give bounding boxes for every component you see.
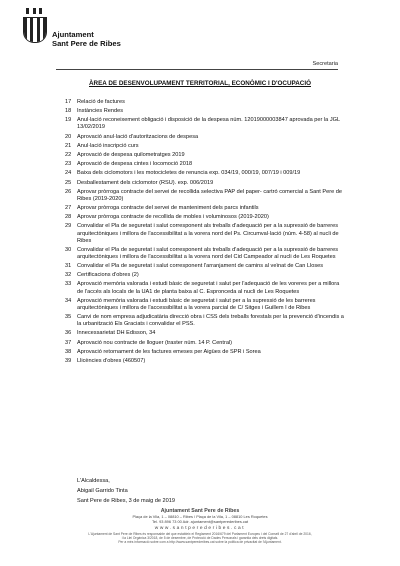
agenda-item <box>65 161 345 168</box>
footer-legal-2: i la Llei Orgànica 3/2018, de 5 de desembre, de Protecció de Dades Personals i garantia dels drets digitals. <box>121 536 279 541</box>
footer-org-name: Ajuntament Sant Pere de Ribes <box>160 508 240 514</box>
agenda-item <box>65 134 345 141</box>
agenda-item-number: 36 <box>65 330 72 337</box>
agenda-item <box>65 340 345 347</box>
agenda-item-number: 23 <box>65 161 72 168</box>
footer-address: Plaça de la Vila, 1 – 08810 – Ribes / Plaça de la Vila, 1 – 08810 Les Roquetes <box>132 514 268 519</box>
agenda-item-text: Convalidar el Pla de seguretat i salut corresponent als treballs d'adequació per a la supressió de barreres arquitectòniques i millora de l'accessibilitat a la vorera nord del Ps. Circumval·lació (núm. 4-58) al nucli de Ribes <box>77 223 339 244</box>
agenda-item-text: Aprovació memòria valorada i estudi bàsic de seguretat i salut per a la supressió de les barreres arquitectòniques i millora de l'accessibilitat a la vorera parcial de C/ Sitges i Guillem I de Ribes <box>77 297 316 311</box>
agenda-item-number: 25 <box>65 179 72 186</box>
agenda-item-number: 33 <box>65 281 72 288</box>
agenda-item-text: Certificacions d'obres (2) <box>77 272 139 279</box>
agenda-item-text: Aprovar pròrroga contracte del servei de recollida selectiva PAP del paper- cartró comercial a Sant Pere de Ribes (2019-2020) <box>77 188 343 202</box>
organization-line-1: Ajuntament <box>52 30 94 39</box>
footer-contact: Tel. 93 896 73 00 Adr. ajuntament@santperederibes.cat <box>151 519 249 525</box>
agenda-item <box>65 263 345 270</box>
agenda-item-number: 27 <box>65 205 72 212</box>
agenda-item <box>65 330 345 337</box>
signature-name: Abigail Garrido Tinta <box>77 488 128 494</box>
agenda-item-number: 18 <box>65 108 72 115</box>
agenda-item-number: 37 <box>65 339 72 346</box>
agenda-item <box>65 189 345 203</box>
agenda-item <box>65 152 345 159</box>
agenda-item-text: Aprovació anul·lació d'autoritzacions de despesa <box>77 133 199 140</box>
footer-legal-3: Per a més informació sobre com a http://www.santperederibes.cat sobre la política de privacitat de l'Ajuntament. <box>118 540 282 545</box>
agenda-item-text: Aprovar pròrroga contracte de recollida de mobles i voluminosos (2019-2020) <box>77 214 269 221</box>
crown-icon <box>26 8 42 14</box>
signature-role: L'Alcaldessa, <box>77 478 110 484</box>
agenda-item <box>65 214 345 221</box>
agenda-item-text: Aprovar pròrroga contracte del servei de manteniment dels parcs infantils <box>77 205 259 212</box>
agenda-item-number: 32 <box>65 272 72 279</box>
agenda-item <box>65 298 345 312</box>
shield-icon <box>23 17 47 43</box>
agenda-item-number: 29 <box>65 223 72 230</box>
agenda-items-list <box>65 99 345 367</box>
agenda-item-number: 35 <box>65 314 72 321</box>
agenda-item-text: Aprovació de despesa quilometratges 2019 <box>77 152 185 159</box>
agenda-item-number: 24 <box>65 170 72 177</box>
agenda-item-number: 17 <box>65 99 72 105</box>
agenda-item <box>65 314 345 328</box>
agenda-item <box>65 180 345 187</box>
agenda-item-number: 19 <box>65 117 72 124</box>
page-footer <box>0 508 400 545</box>
agenda-item-text: Innecessarietat DH Edisson, 34 <box>77 330 156 337</box>
agenda-item <box>65 143 345 150</box>
agenda-item-number: 30 <box>65 246 72 253</box>
agenda-item <box>65 99 345 106</box>
agenda-item <box>65 117 345 131</box>
agenda-item-text: Anul·lació reconeixement obligació i disposició de la despesa núm. 12019000003847 aprovada per la JGL 13/02/2019 <box>77 117 340 131</box>
agenda-item-number: 31 <box>65 263 72 270</box>
agenda-item-number: 21 <box>65 142 72 149</box>
signature-place-date: Sant Pere de Ribes, 3 de maig de 2019 <box>77 498 175 504</box>
agenda-item-text: Instàncies Rendes <box>77 108 124 115</box>
area-title: ÀREA DE DESENVOLUPAMENT TERRITORIAL, ECONÒMIC I D'OCUPACIÓ <box>88 80 311 87</box>
agenda-item-number: 20 <box>65 133 72 140</box>
agenda-item-text: Desballestament dels ciclomotor (RSU). exp. 006/2019 <box>77 179 214 186</box>
agenda-item <box>65 247 345 261</box>
agenda-item-number: 22 <box>65 152 72 159</box>
agenda-item-number: 26 <box>65 188 72 195</box>
agenda-item-text: Aprovació retornament de les factures emeses per Aigües de SPR i Sorea <box>77 348 261 355</box>
organization-line-2: Sant Pere de Ribes <box>52 39 121 48</box>
agenda-item-text: Canvi de nom empresa adjudicatària direcció obra i CSS dels treballs forestals per la prevenció d'incendis a la urbanització Els Graciats i convalidar el PSS. <box>77 314 344 328</box>
agenda-item <box>65 272 345 279</box>
agenda-item-number: 38 <box>65 348 72 355</box>
agenda-item-number: 34 <box>65 297 72 304</box>
agenda-item-number: 39 <box>65 357 72 364</box>
agenda-item-text: Relació de factures <box>77 99 125 105</box>
department-label: Secretaria <box>312 61 338 67</box>
agenda-item-text: Convalidar el Pla de seguretat i salut corresponent als treballs d'adequació per a la supressió de barreres arquitectòniques i millora de l'accessibilitat a la vorera nord del Cid Campeador al nucli de Les Roquetes <box>77 246 339 260</box>
agenda-item <box>65 205 345 212</box>
agenda-item <box>65 108 345 115</box>
agenda-item <box>65 223 345 244</box>
agenda-item-text: Convalidar el Pla de seguretat i salut corresponent l'arranjament de camins al veïnat de Can Lloses <box>77 263 324 270</box>
agenda-item <box>65 358 345 365</box>
footer-legal-1: L'Ajuntament de Sant Pere de Ribes és responsable del que estableix el Reglament 2016/679 del Parlament Europeu i del Consell de 27 d'abril de 2016, <box>88 531 312 536</box>
agenda-item-number: 28 <box>65 214 72 221</box>
agenda-item-text: Baixa dels ciclomotors i les motocicletes de renuncia exp. 034/19, 000/19, 007/19 i 009/19 <box>77 170 301 177</box>
agenda-item <box>65 170 345 177</box>
agenda-item-text: Aprovació nou contracte de lloguer (traster núm. 14 P. Central) <box>77 339 233 346</box>
agenda-item <box>65 281 345 295</box>
organization-name <box>52 30 121 48</box>
agenda-item-text: Aprovació de despesa cintes i locomoció 2018 <box>77 161 193 168</box>
header-divider <box>56 69 338 70</box>
agenda-item-text: Llicències d'obres (460507) <box>77 357 146 364</box>
agenda-item-text: Anul·lació inscripció curs <box>77 142 139 149</box>
footer-website: www.santperederibes.cat <box>154 525 246 531</box>
agenda-item-text: Aprovació memòria valorada i estudi bàsic de seguretat i salut per l'adequació de les voreres per a millora de l'accés als locals de la UA1 de planta baixa al C. Espronceda al nucli de Les Roquetes <box>77 281 340 295</box>
municipal-coat-of-arms-logo <box>22 8 46 56</box>
agenda-item <box>65 349 345 356</box>
